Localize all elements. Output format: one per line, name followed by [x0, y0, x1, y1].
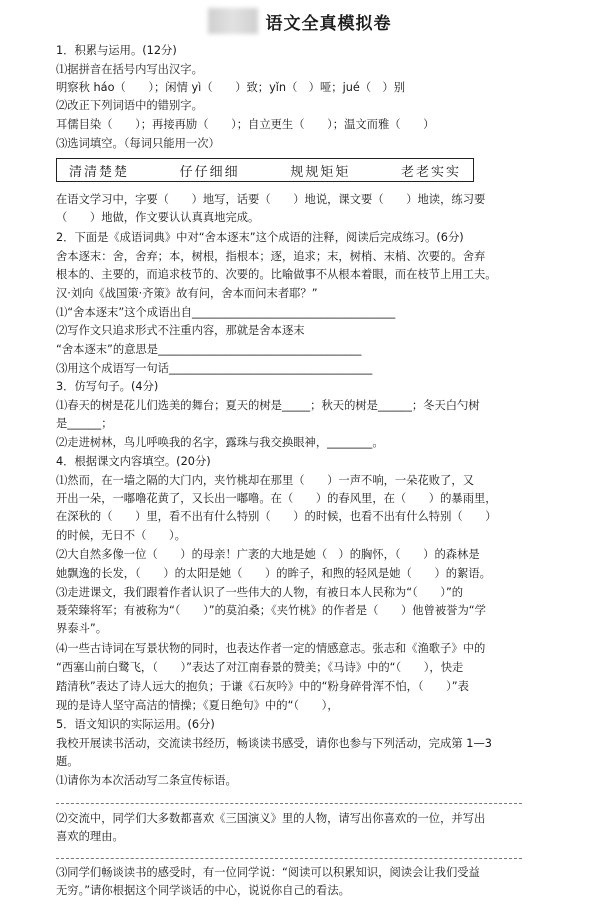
word-option: 规规矩矩: [290, 164, 351, 180]
word-option: 清清楚楚: [69, 164, 130, 180]
word-option: 仔仔细细: [179, 164, 240, 180]
q2-heading: 2．下面是《成语词典》中对“舍本逐末”这个成语的注释，阅读后完成练习。(6分): [56, 231, 464, 244]
q4-s4c: 踏清秋”表达了诗人远大的抱负；于谦《石灰吟》中的“粉身碎骨浑不怕，（ ）”表: [56, 680, 469, 693]
q5-intro1: 我校开展读书活动，交流读书经历，畅谈读书感受，请你也参与下列活动，完成第 1—3: [56, 737, 492, 750]
q5-s2b: 喜欢的理由。: [56, 830, 124, 843]
q2-s2a: ⑵写作文只追求形式不注重内容，那就是舍本逐末: [56, 324, 305, 337]
header: [0, 8, 600, 34]
q5-s2a: ⑵交流中，同学们大多数都喜欢《三国演义》里的人物，请写出你喜欢的一位，并写出: [56, 812, 486, 825]
q1-sub2: ⑵改正下列词语中的错别字。: [56, 99, 203, 112]
q1-pinyin-line: 明察秋 háo（ ）；闲情 yì（ ）致；yǐn（ ）哑；jué（ ）别: [56, 81, 406, 94]
q4-s1a: ⑴然而，在一墙之隔的大门内，夹竹桃却在那里（ ）一声不响，一朵花败了，又: [56, 474, 474, 487]
q3-s1a: ⑴春天的树是花儿们选美的舞台；夏天的树是_____；秋天的树是______；冬天白勺树: [56, 399, 480, 412]
q5-s3b: 无穷。”请你根据这个同学谈话的中心，说说你自己的看法。: [56, 884, 350, 897]
answer-line: [56, 803, 522, 804]
q5-s1: ⑴请你为本次活动写二条宣传标语。: [56, 774, 237, 787]
q2-s3: ⑶用这个成语写一句话____________________________________: [56, 362, 373, 375]
q4-s3a: ⑶走进课文，我们跟着作者认识了一些伟大的人物，有被日本人民称为“（ ）”的: [56, 586, 464, 599]
q3-s1b: 是______；: [56, 417, 113, 430]
q2-p1: 舍本逐末：舍，舍弃；本，树根，指根本；逐，追求；末，树梢、末梢、次要的。舍弃: [56, 250, 486, 263]
q2-p3: 汉·刘向《战国策·齐策》故有问，舍本而问末者耶？”: [56, 287, 318, 300]
q2-s1: ⑴“舍本逐末”这个成语出自____________________________________: [56, 306, 396, 319]
q4-s4b: “西塞山前白鹭飞，（ ）”表达了对江南春景的赞美；《马诗》中的“（ ），快走: [56, 661, 464, 674]
q4-s1b: 开出一朵，一嘟噜花黄了，又长出一嘟噜。在（ ）的春风里，在（ ）的暴雨里，: [56, 492, 497, 505]
q4-s1c: 在深秋的（ ）里，看不出有什么特别（ ）的时候，也看不出有什么特别（ ）: [56, 510, 497, 523]
q4-s4a: ⑷一些古诗词在写景状物的同时，也表达作者一定的情感意志。张志和《渔歌子》中的: [56, 642, 486, 655]
answer-line: [56, 858, 522, 859]
q4-s1d: 的时候，无日不（ ）。: [56, 529, 186, 542]
q3-heading: 3．仿写句子。(4分): [56, 380, 159, 393]
word-option: 老老实实: [400, 164, 461, 180]
q1-heading: 1．积累与运用。(12分): [56, 44, 177, 57]
q1-sub3: ⑶选词填空。（每词只能用一次）: [56, 137, 220, 150]
q1-sub1: ⑴据拼音在括号内写出汉字。: [56, 63, 203, 76]
q5-heading: 5．语文知识的实际运用。(6分): [56, 718, 215, 731]
q2-p2: 根本的、主要的，而追求枝节的、次要的。比喻做事不从根本着眼，而在枝节上用工夫。: [56, 268, 497, 281]
q4-s3b: 聂荣臻将军；有被称为“（ ）”的莫泊桑；《夹竹桃》的作者是（ ）他曾被誉为“学: [56, 604, 486, 617]
q5-s3a: ⑶同学们畅谈读书的感受时，有一位同学说：“阅读可以积累知识，阅读会让我们受益: [56, 866, 480, 879]
q1-fill-line2: （ ）地做，作文要认认真真地完成。: [56, 211, 260, 224]
redacted-title-prefix: [208, 8, 258, 34]
q4-s4d: 现的是诗人坚守高洁的情操；《夏日绝句》中的“（ ），: [56, 699, 339, 712]
word-choice-box: [56, 158, 474, 182]
q4-s3c: 界泰斗”。: [56, 622, 108, 635]
q4-s2a: ⑵大自然多像一位（ ）的母亲！广袤的大地是她（ ）的胸怀，（ ）的森林是: [56, 548, 480, 561]
q1-fill-line1: 在语文学习中，字要（ ）地写，话要（ ）地说，课文要（ ）地读，练习要: [56, 193, 486, 206]
q4-heading: 4．根据课文内容填空。(20分): [56, 455, 211, 468]
q1-correct-line: 耳儒目染（ ）；再接再励（ ）；自立更生（ ）；温文而雅（ ）: [56, 118, 435, 131]
q3-s2: ⑵走进树林，鸟儿呼唤我的名字，露珠与我交换眼神，________。: [56, 436, 384, 449]
q2-s2b: “舍本逐末”的意思是____________________________________: [56, 343, 362, 356]
q4-s2b: 她飘逸的长发，（ ）的太阳是她（ ）的眸子，和煦的轻风是她（ ）的絮语。: [56, 567, 491, 580]
page-title: 语文全真模拟卷: [265, 13, 392, 34]
q5-intro2: 题。: [56, 755, 79, 768]
